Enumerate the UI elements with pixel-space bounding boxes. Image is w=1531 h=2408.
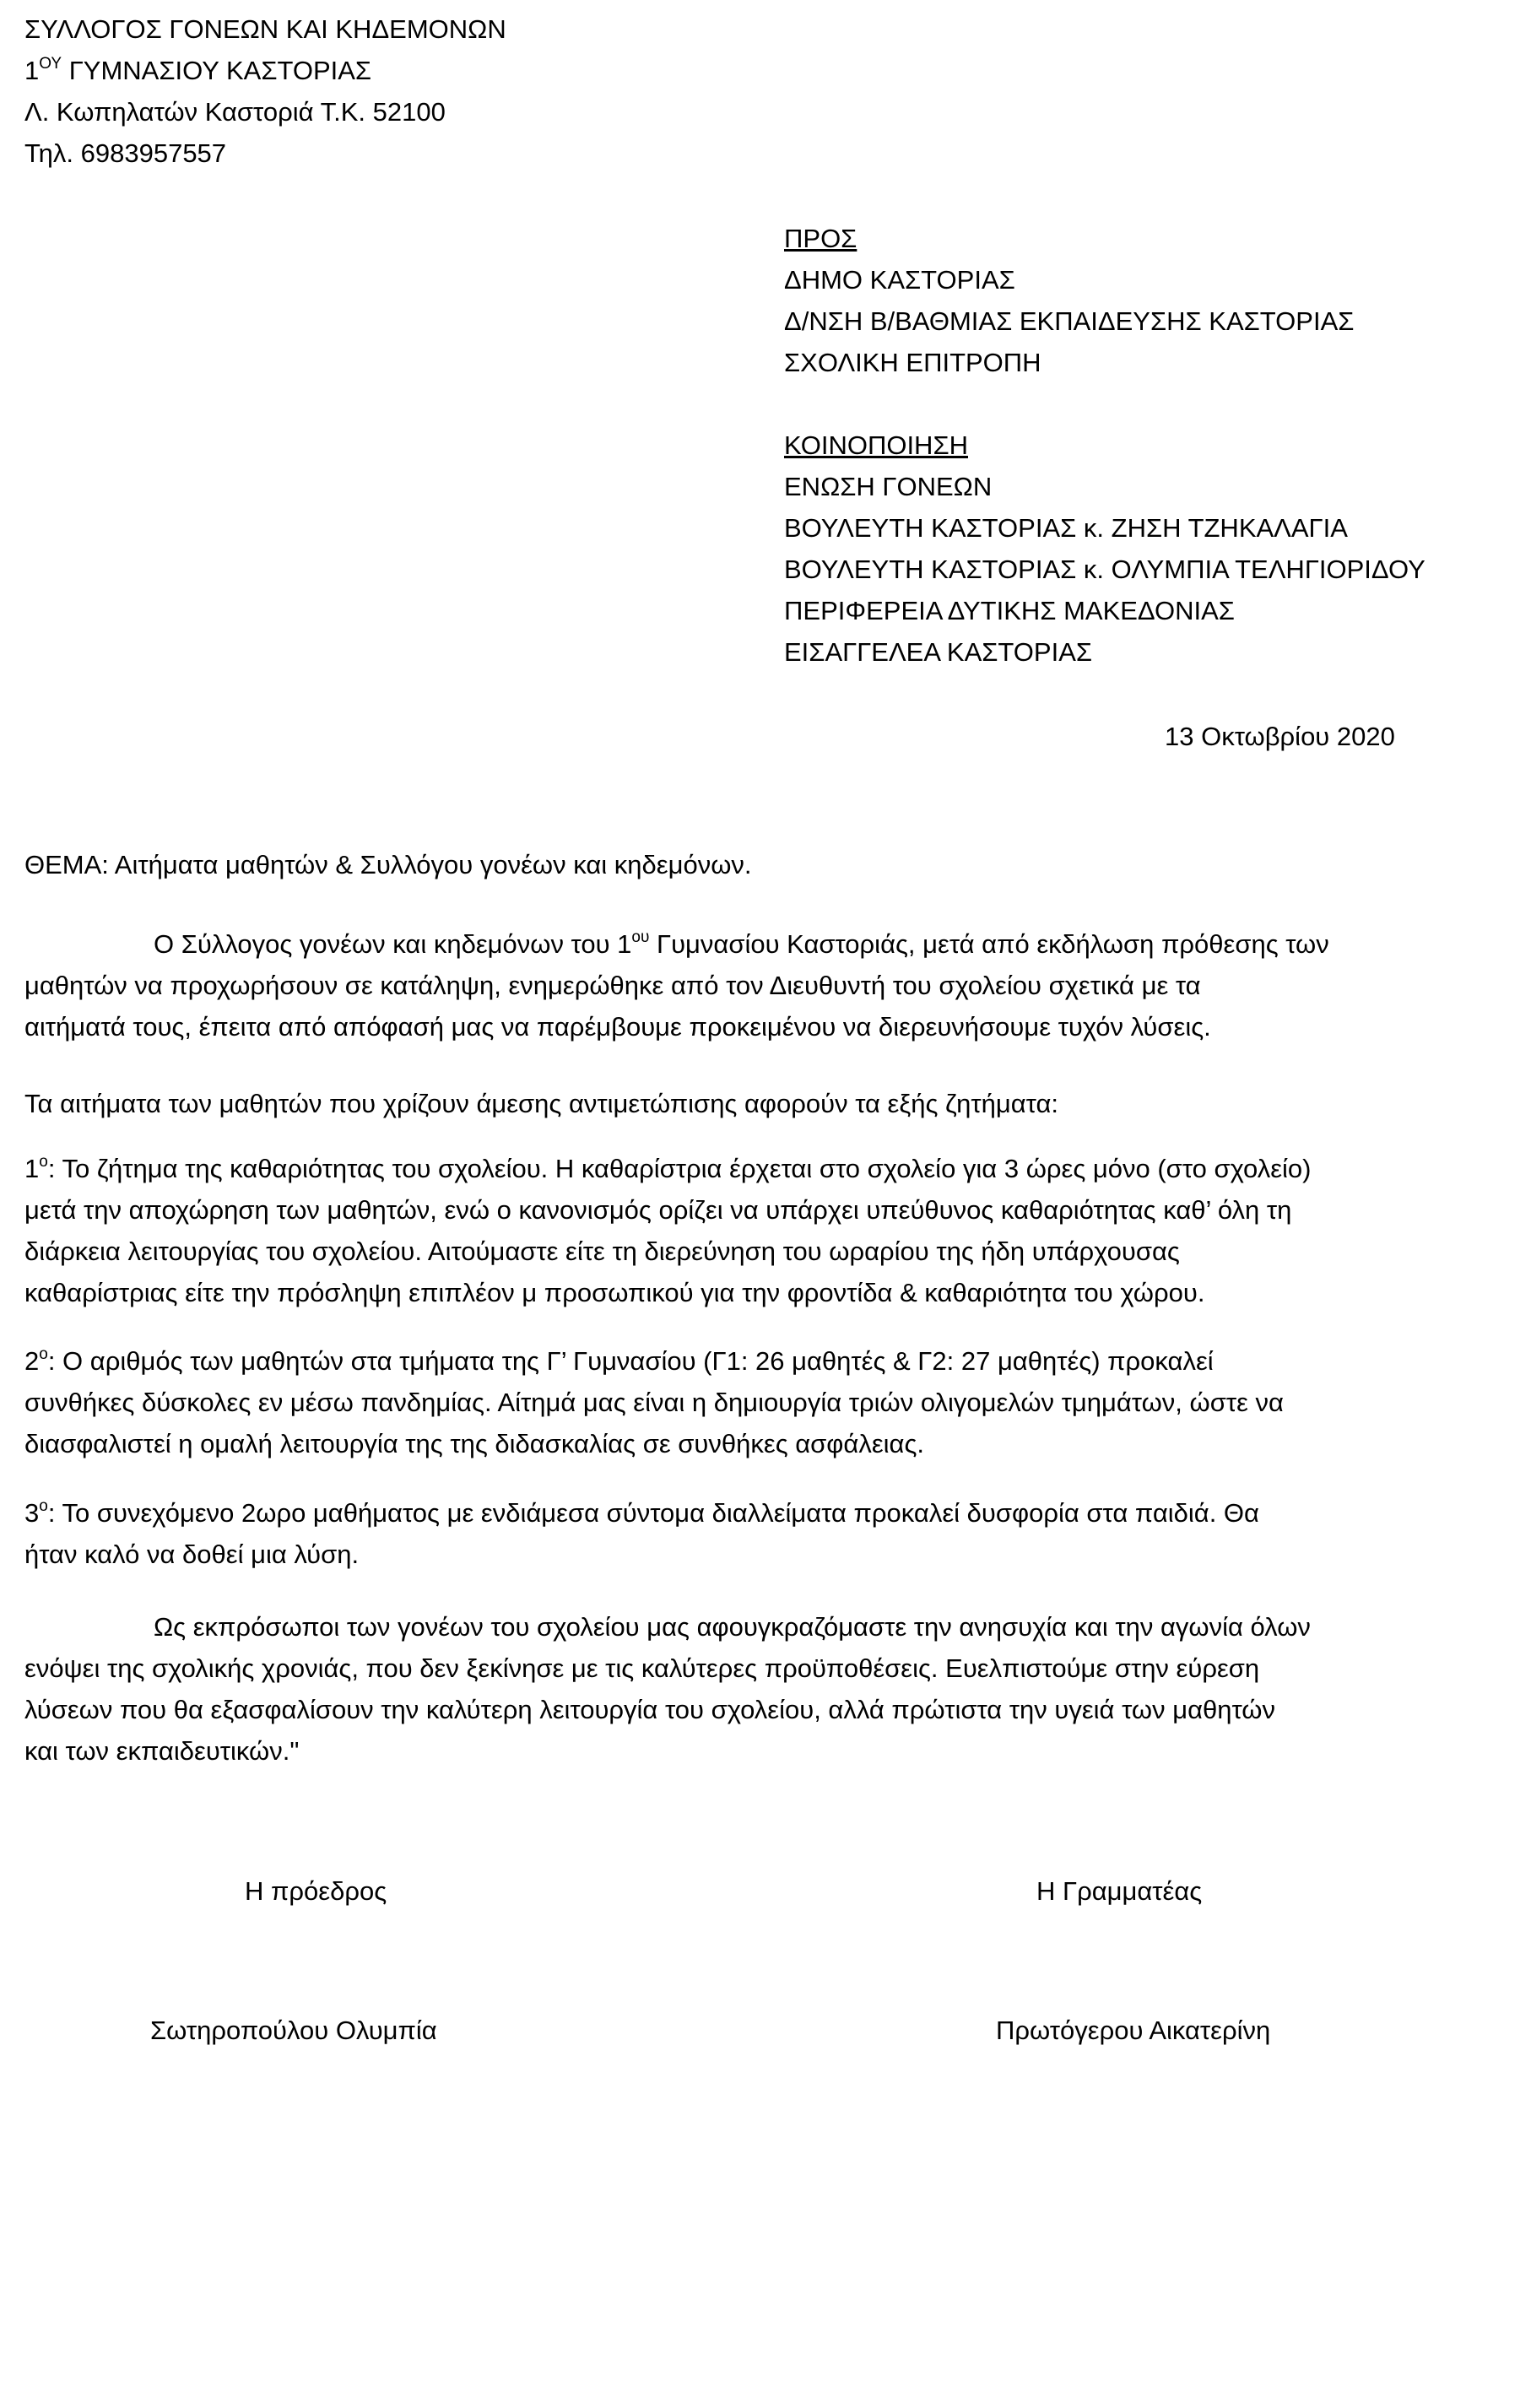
recipient-item: ΣΧΟΛΙΚΗ ΕΠΙΤΡΟΠΗ xyxy=(784,348,1041,377)
copy-item: ΕΙΣΑΓΓΕΛΕΑ ΚΑΣΤΟΡΙΑΣ xyxy=(784,637,1093,667)
letter-subject: ΘΕΜΑ: Αιτήματα μαθητών & Συλλόγου γονέων και κηδεμόνων. xyxy=(24,850,752,879)
intro-paragraph: Ο Σύλλογος γονέων και κηδεμόνων του $1^{o\upsilon}$ Γυμνασίου Καστοριάς, μετά από εκδήλωση πρόθεσης των μαθητών να προχωρήσουν σε κατάληψη, ενημερώθηκε από τον Διευθυντή του σχολείου σχετικά με τα αιτήματά τους, έπειτα από απόφασή μας να παρέμβουμε προκειμένου να διερευνήσουμε τυχόν λύσεις. xyxy=(24,928,1329,1042)
requests-intro: Τα αιτήματα των μαθητών που χρίζουν άμεσης αντιμετώπισης αφορούν τα εξής ζητήματα: xyxy=(24,1089,1058,1118)
copies-block xyxy=(784,425,1426,673)
copy-item: ΒΟΥΛΕΥΤΗ ΚΑΣΤΟΡΙΑΣ κ. ΖΗΣΗ ΤΖΗΚΑΛΑΓΙΑ xyxy=(784,513,1348,543)
signature-left-name: Σωτηροπούλου Ολυμπία xyxy=(150,2016,437,2045)
sender-block xyxy=(24,8,506,174)
copy-item: ΠΕΡΙΦΕΡΕΙΑ ΔΥΤΙΚΗΣ ΜΑΚΕΔΟΝΙΑΣ xyxy=(784,596,1235,625)
recipient-item: ΔΗΜΟ ΚΑΣΤΟΡΙΑΣ xyxy=(784,265,1015,295)
sender-school: $1^{O\Upsilon}$ ΓΥΜΝΑΣΙΟΥ ΚΑΣΤΟΡΙΑΣ xyxy=(24,54,372,85)
sender-name: ΣΥΛΛΟΓΟΣ ΓΟΝΕΩΝ ΚΑΙ ΚΗΔΕΜΟΝΩΝ xyxy=(24,14,506,44)
letter-date: 13 Οκτωβρίου 2020 xyxy=(1165,722,1395,751)
signature-left-title: Η πρόεδρος xyxy=(245,1876,387,1906)
sender-phone: Τηλ. 6983957557 xyxy=(24,138,227,168)
recipient-item: Δ/ΝΣΗ Β/ΒΑΘΜΙΑΣ ΕΚΠΑΙΔΕΥΣΗΣ ΚΑΣΤΟΡΙΑΣ xyxy=(784,306,1355,336)
signature-right-name: Πρωτόγερου Αικατερίνη xyxy=(996,2016,1271,2045)
copy-item: ΕΝΩΣΗ ΓΟΝΕΩΝ xyxy=(784,472,993,501)
signature-right-title: Η Γραμματέας xyxy=(1036,1876,1203,1906)
recipients-block xyxy=(784,218,1354,383)
recipients-heading: ΠΡΟΣ xyxy=(784,224,857,253)
copy-item: ΒΟΥΛΕΥΤΗ ΚΑΣΤΟΡΙΑΣ κ. ΟΛΥΜΠΙΑ ΤΕΛΗΓΙΟΡΙΔΟΥ xyxy=(784,555,1426,584)
request-point-1: $1^o$: Το ζήτημα της καθαριότητας του σχολείου. Η καθαρίστρια έρχεται στο σχολείο για 3 ώρες μόνο (στο σχολείο) μετά την αποχώρηση των μαθητών, ενώ ο κανονισμός ορίζει να υπάρχει υπεύθυνος καθαριότητας καθ’ όλη τη διάρκεια λειτουργίας του σχολείου. Αιτούμαστε είτε τη διερεύνηση του ωραρίου της ήδη υπάρχουσας καθαρίστριας είτε την πρόσληψη επιπλέον μ προσωπικού για την φροντίδα & καθαριότητα του χώρου. xyxy=(24,1152,1312,1307)
closing-paragraph: Ως εκπρόσωποι των γονέων του σχολείου μας αφουγκραζόμαστε την ανησυχία και την αγωνία όλων ενόψει της σχολικής χρονιάς, που δεν ξεκίνησε με τις καλύτερες προϋποθέσεις. Ευελπιστούμε στην εύρεση λύσεων που θα εξασφαλίσουν την καλύτερη λειτουργία του σχολείου, αλλά πρώτιστα την υγειά των μαθητών και των εκπαιδευτικών." xyxy=(24,1612,1311,1766)
request-point-3: $3^o$: Το συνεχόμενο 2ωρο μαθήματος με ενδιάμεσα σύντομα διαλλείματα προκαλεί δυσφορία στα παιδιά. Θα ήταν καλό να δοθεί μια λύση. xyxy=(24,1496,1259,1569)
sender-address: Λ. Κωπηλατών Καστοριά Τ.Κ. 52100 xyxy=(24,97,446,127)
copies-heading: ΚΟΙΝΟΠΟΙΗΣΗ xyxy=(784,430,968,460)
request-point-2: $2^o$: Ο αριθμός των μαθητών στα τμήματα της Γ’ Γυμνασίου (Γ1: 26 μαθητές & Γ2: 27 μαθητές) προκαλεί συνθήκες δύσκολες εν μέσω πανδημίας. Αίτημά μας είναι η δημιουργία τριών ολιγομελών τμημάτων, ώστε να διασφαλιστεί η ομαλή λειτουργία της της διδασκαλίας σε συνθήκες ασφάλειας. xyxy=(24,1345,1284,1458)
